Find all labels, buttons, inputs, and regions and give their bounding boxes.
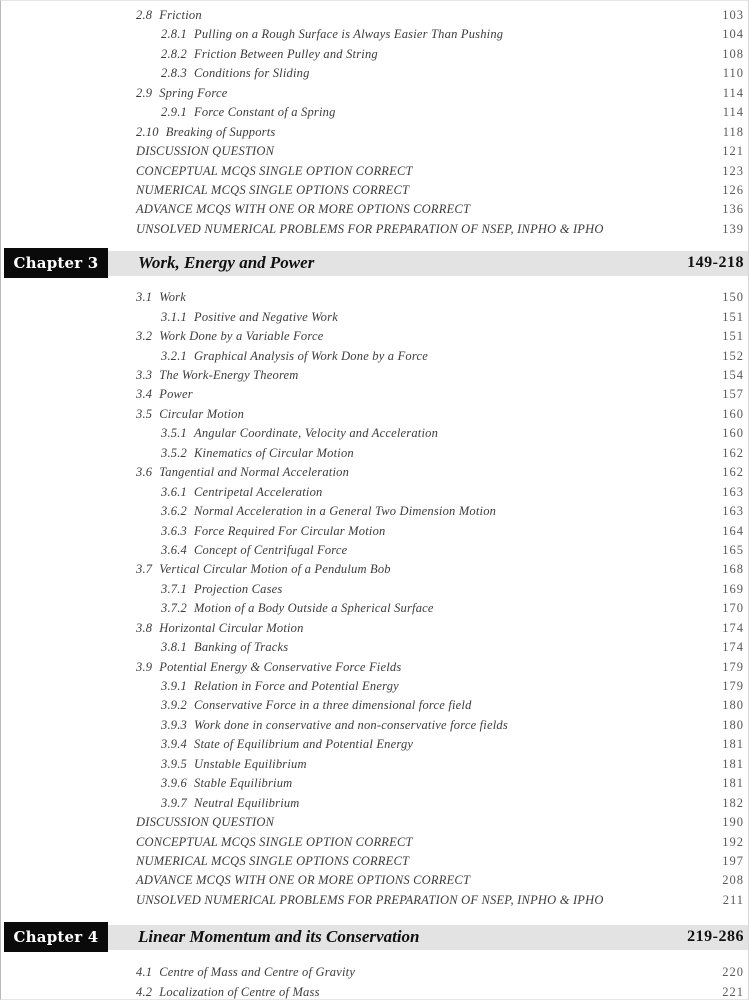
entry-number: 4.1 bbox=[136, 965, 153, 980]
entry-number: 2.8.3 bbox=[161, 66, 187, 81]
entry-title: ADVANCE MCQS WITH ONE OR MORE OPTIONS CORRECT bbox=[136, 873, 471, 888]
entry-page-number: 108 bbox=[722, 46, 744, 61]
chapter-title: Work, Energy and Power bbox=[138, 253, 315, 273]
entry-page-number: 179 bbox=[722, 659, 744, 674]
chapter-title: Linear Momentum and its Conservation bbox=[138, 927, 420, 947]
entry-page-number: 163 bbox=[722, 484, 744, 499]
entry-title: Force Constant of a Spring bbox=[194, 105, 336, 120]
entry-number: 3.9.4 bbox=[161, 737, 187, 752]
entry-number: 3.2 bbox=[136, 329, 153, 344]
entry-page-number: 163 bbox=[722, 504, 744, 519]
toc-entry bbox=[1, 696, 748, 715]
entry-number: 3.8.1 bbox=[161, 640, 187, 655]
entry-title: UNSOLVED NUMERICAL PROBLEMS FOR PREPARATION OF NSEP, INPHO & IPHO bbox=[136, 892, 604, 907]
entry-number: 2.8.1 bbox=[161, 27, 187, 42]
entry-page-number: 181 bbox=[722, 776, 744, 791]
toc-entry bbox=[1, 502, 748, 521]
toc-entry bbox=[1, 755, 748, 774]
entry-number: 3.7.1 bbox=[161, 581, 187, 596]
chapter-title-bar bbox=[108, 925, 748, 950]
entry-title: Potential Energy & Conservative Force Fields bbox=[159, 659, 402, 674]
entry-number: 3.9.5 bbox=[161, 756, 187, 771]
entry-number: 2.8 bbox=[136, 8, 153, 22]
toc-entry bbox=[1, 813, 748, 832]
toc-entry bbox=[1, 405, 748, 424]
entry-page-number: 180 bbox=[722, 717, 744, 732]
entry-number: 3.9 bbox=[136, 659, 153, 674]
entry-title: Work done in conservative and non-conservative force fields bbox=[194, 717, 508, 732]
toc-entry bbox=[1, 852, 748, 871]
entry-number: 3.5.2 bbox=[161, 445, 187, 460]
entry-title: CONCEPTUAL MCQS SINGLE OPTION CORRECT bbox=[136, 163, 413, 178]
toc-entry bbox=[1, 424, 748, 443]
entry-title: Graphical Analysis of Work Done by a Force bbox=[194, 348, 428, 363]
entry-title: Centre of Mass and Centre of Gravity bbox=[159, 965, 356, 980]
chapter-header bbox=[1, 922, 748, 952]
entry-title: Concept of Centrifugal Force bbox=[194, 542, 348, 557]
toc-entry bbox=[1, 142, 748, 161]
entry-page-number: 162 bbox=[722, 445, 744, 460]
entry-page-number: 220 bbox=[722, 965, 744, 980]
toc-entry bbox=[1, 220, 748, 239]
chapter-page-range: 219-286 bbox=[687, 928, 744, 946]
toc-entry bbox=[1, 891, 748, 910]
entry-number: 3.4 bbox=[136, 387, 153, 402]
entry-page-number: 152 bbox=[722, 348, 744, 363]
entry-page-number: 197 bbox=[722, 853, 744, 868]
toc-entry bbox=[1, 385, 748, 404]
entry-title: Friction Between Pulley and String bbox=[194, 46, 378, 61]
entry-page-number: 121 bbox=[722, 144, 744, 159]
entry-number: 3.3 bbox=[136, 368, 153, 382]
entry-page-number: 190 bbox=[722, 815, 744, 830]
toc-entry bbox=[1, 123, 748, 142]
toc-entry bbox=[1, 963, 748, 982]
entry-title: Force Required For Circular Motion bbox=[194, 523, 386, 538]
entry-number: 4.2 bbox=[136, 984, 153, 999]
entry-page-number: 168 bbox=[722, 562, 744, 577]
entry-number: 3.9.2 bbox=[161, 698, 187, 713]
toc-entry bbox=[1, 64, 748, 83]
toc-entry bbox=[1, 483, 748, 502]
entry-page-number: 114 bbox=[722, 85, 744, 100]
toc-entry bbox=[1, 638, 748, 657]
entry-title: Motion of a Body Outside a Spherical Surface bbox=[194, 601, 434, 616]
entry-title: Tangential and Normal Acceleration bbox=[159, 465, 350, 480]
entry-title: The Work-Energy Theorem bbox=[159, 368, 299, 382]
entry-title: Conservative Force in a three dimensional force field bbox=[194, 698, 472, 713]
chapter-page-range: 149-218 bbox=[687, 254, 744, 272]
entry-title: Work bbox=[159, 290, 186, 305]
entry-number: 3.7.2 bbox=[161, 601, 187, 616]
entry-page-number: 211 bbox=[722, 892, 744, 907]
entry-page-number: 180 bbox=[722, 698, 744, 713]
entry-page-number: 151 bbox=[722, 309, 744, 324]
toc-entry bbox=[1, 162, 748, 181]
entry-number: 3.6 bbox=[136, 465, 153, 480]
entry-title: Vertical Circular Motion of a Pendulum Bob bbox=[159, 562, 391, 577]
entry-title: Pulling on a Rough Surface is Always Easier Than Pushing bbox=[194, 27, 504, 42]
entry-title: DISCUSSION QUESTION bbox=[136, 815, 275, 830]
toc-entry bbox=[1, 560, 748, 579]
toc-entry bbox=[1, 677, 748, 696]
toc-entry bbox=[1, 541, 748, 560]
entry-number: 3.7 bbox=[136, 562, 153, 577]
entry-page-number: 157 bbox=[722, 387, 744, 402]
toc-entry bbox=[1, 45, 748, 64]
entry-title: Friction bbox=[159, 8, 202, 22]
entry-number: 3.6.1 bbox=[161, 484, 187, 499]
entry-title: State of Equilibrium and Potential Energy bbox=[194, 737, 414, 752]
entry-page-number: 221 bbox=[722, 984, 744, 999]
toc-entry bbox=[1, 308, 748, 327]
entry-title: Banking of Tracks bbox=[194, 640, 289, 655]
entry-title: Normal Acceleration in a General Two Dimension Motion bbox=[194, 504, 497, 519]
entry-number: 3.9.3 bbox=[161, 717, 187, 732]
entry-page-number: 154 bbox=[722, 368, 744, 382]
entry-title: Breaking of Supports bbox=[165, 124, 276, 139]
entry-title: NUMERICAL MCQS SINGLE OPTIONS CORRECT bbox=[136, 853, 410, 868]
toc-entry bbox=[1, 366, 748, 385]
entry-number: 3.5 bbox=[136, 406, 153, 421]
entry-title: Stable Equilibrium bbox=[194, 776, 293, 791]
entry-title: ADVANCE MCQS WITH ONE OR MORE OPTIONS CORRECT bbox=[136, 202, 471, 217]
entry-title: Circular Motion bbox=[159, 406, 245, 421]
entry-page-number: 151 bbox=[722, 329, 744, 344]
entry-title: Centripetal Acceleration bbox=[194, 484, 323, 499]
entry-title: NUMERICAL MCQS SINGLE OPTIONS CORRECT bbox=[136, 182, 410, 197]
entry-title: Power bbox=[159, 387, 193, 402]
toc-entry bbox=[1, 735, 748, 754]
entry-page-number: 123 bbox=[722, 163, 744, 178]
toc-entry bbox=[1, 599, 748, 618]
entry-number: 3.1.1 bbox=[161, 309, 187, 324]
entry-page-number: 174 bbox=[722, 620, 744, 635]
entry-title: Conditions for Sliding bbox=[194, 66, 310, 81]
entry-page-number: 110 bbox=[722, 66, 744, 81]
entry-title: CONCEPTUAL MCQS SINGLE OPTION CORRECT bbox=[136, 834, 413, 849]
entry-page-number: 103 bbox=[722, 8, 744, 22]
toc-entry bbox=[1, 444, 748, 463]
entry-page-number: 181 bbox=[722, 737, 744, 752]
entry-number: 3.9.6 bbox=[161, 776, 187, 791]
toc-entry bbox=[1, 794, 748, 813]
entry-number: 3.6.4 bbox=[161, 542, 187, 557]
toc-entry bbox=[1, 200, 748, 219]
entry-page-number: 136 bbox=[722, 202, 744, 217]
entry-page-number: 126 bbox=[722, 182, 744, 197]
entry-number: 3.8 bbox=[136, 620, 153, 635]
entry-page-number: 139 bbox=[722, 221, 744, 236]
entry-title: Spring Force bbox=[159, 85, 228, 100]
chapter-header bbox=[1, 248, 748, 278]
chapter-title-bar bbox=[108, 251, 748, 276]
entry-number: 3.6.2 bbox=[161, 504, 187, 519]
toc-entry bbox=[1, 716, 748, 735]
toc-entry bbox=[1, 347, 748, 366]
entry-page-number: 118 bbox=[722, 124, 744, 139]
toc-entry bbox=[1, 103, 748, 122]
toc-entry bbox=[1, 580, 748, 599]
toc-entry bbox=[1, 522, 748, 541]
toc-entry bbox=[1, 871, 748, 890]
toc-entry bbox=[1, 774, 748, 793]
entry-number: 3.5.1 bbox=[161, 426, 187, 441]
entry-title: Work Done by a Variable Force bbox=[159, 329, 324, 344]
entry-page-number: 160 bbox=[722, 406, 744, 421]
entry-page-number: 174 bbox=[722, 640, 744, 655]
entry-title: Neutral Equilibrium bbox=[194, 795, 300, 810]
entry-page-number: 104 bbox=[722, 27, 744, 42]
entry-page-number: 162 bbox=[722, 465, 744, 480]
entry-title: Kinematics of Circular Motion bbox=[194, 445, 354, 460]
toc-entry bbox=[1, 25, 748, 44]
entry-number: 3.9.1 bbox=[161, 679, 187, 693]
entry-page-number: 150 bbox=[722, 290, 744, 305]
entry-number: 3.9.7 bbox=[161, 795, 187, 810]
entry-title: Angular Coordinate, Velocity and Acceleration bbox=[194, 426, 439, 441]
toc-entry bbox=[1, 983, 748, 1000]
entry-page-number: 181 bbox=[722, 756, 744, 771]
toc-content bbox=[1, 1, 748, 1000]
entry-number: 3.1 bbox=[136, 290, 153, 305]
entry-page-number: 179 bbox=[722, 679, 744, 693]
toc-entry bbox=[1, 833, 748, 852]
entry-page-number: 182 bbox=[722, 795, 744, 810]
entry-number: 2.9.1 bbox=[161, 105, 187, 120]
entry-title: UNSOLVED NUMERICAL PROBLEMS FOR PREPARATION OF NSEP, INPHO & IPHO bbox=[136, 221, 604, 236]
entry-title: Projection Cases bbox=[194, 581, 283, 596]
entry-page-number: 165 bbox=[722, 542, 744, 557]
toc-entry bbox=[1, 84, 748, 103]
chapter-label-box: Chapter 3 bbox=[4, 248, 108, 278]
entry-page-number: 169 bbox=[722, 581, 744, 596]
entry-number: 2.10 bbox=[136, 124, 159, 139]
entry-page-number: 160 bbox=[722, 426, 744, 441]
entry-number: 3.6.3 bbox=[161, 523, 187, 538]
entry-title: Unstable Equilibrium bbox=[194, 756, 307, 771]
entry-title: Localization of Centre of Mass bbox=[159, 984, 320, 999]
entry-number: 2.9 bbox=[136, 85, 153, 100]
toc-entry bbox=[1, 619, 748, 638]
entry-title: Horizontal Circular Motion bbox=[159, 620, 304, 635]
entry-page-number: 114 bbox=[722, 105, 744, 120]
entry-title: DISCUSSION QUESTION bbox=[136, 144, 275, 159]
entry-number: 3.2.1 bbox=[161, 348, 187, 363]
entry-page-number: 164 bbox=[722, 523, 744, 538]
toc-entry bbox=[1, 181, 748, 200]
chapter-label-box: Chapter 4 bbox=[4, 922, 108, 952]
entry-number: 2.8.2 bbox=[161, 46, 187, 61]
entry-page-number: 208 bbox=[722, 873, 744, 888]
toc-entry bbox=[1, 658, 748, 677]
toc-entry bbox=[1, 463, 748, 482]
entry-title: Relation in Force and Potential Energy bbox=[194, 679, 399, 693]
toc-entry bbox=[1, 327, 748, 346]
entry-title: Positive and Negative Work bbox=[194, 309, 338, 324]
toc-entry bbox=[1, 6, 748, 25]
toc-entry bbox=[1, 288, 748, 307]
entry-page-number: 170 bbox=[722, 601, 744, 616]
entry-page-number: 192 bbox=[722, 834, 744, 849]
